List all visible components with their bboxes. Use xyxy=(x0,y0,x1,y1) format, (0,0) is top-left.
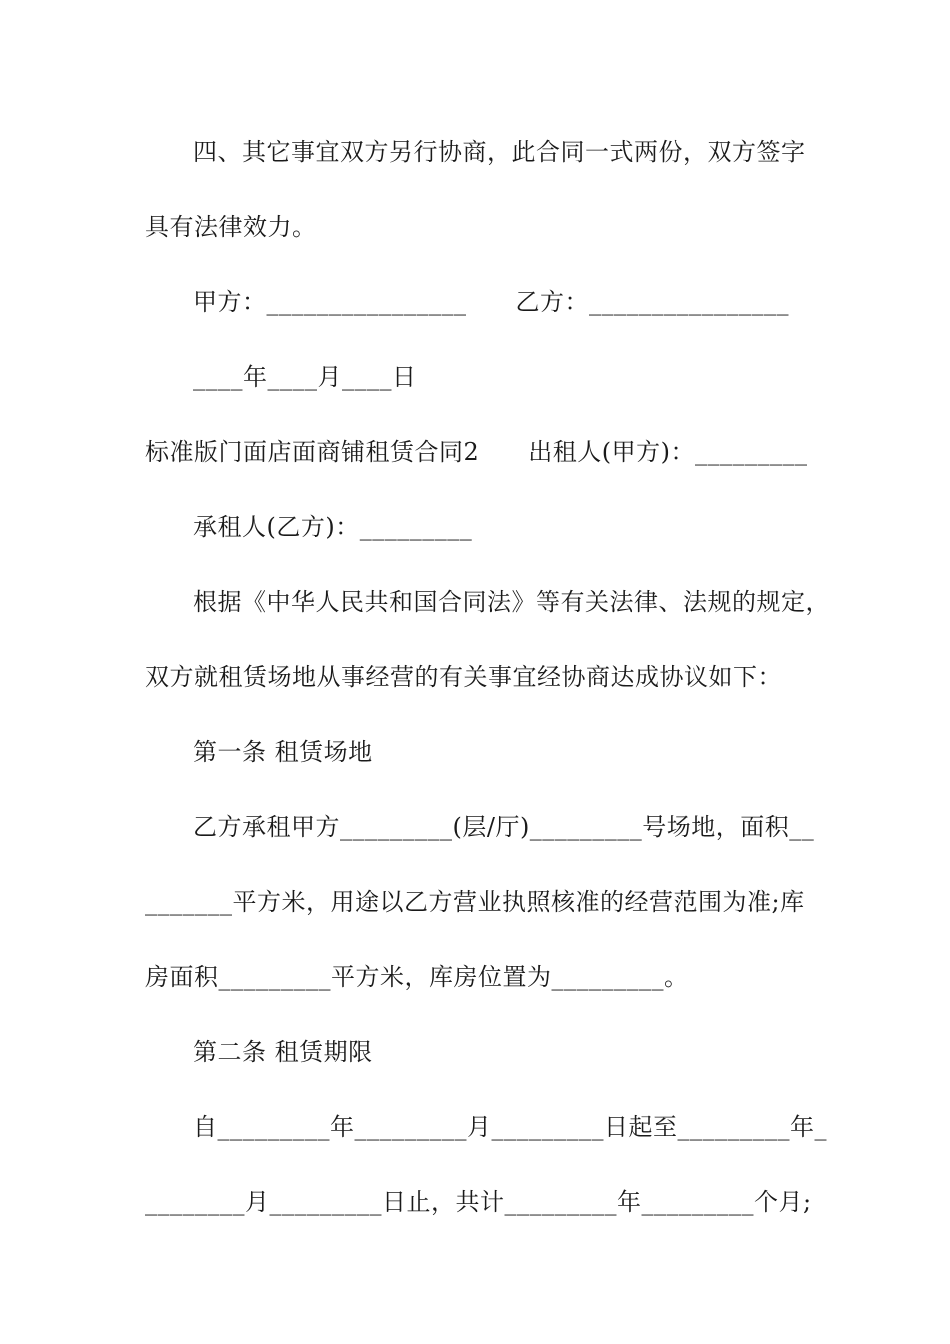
article-2-text: 自_________年_________月_________日起至_________年_ xyxy=(193,1113,827,1141)
article-2-text-cont: ________月_________日止，共计_________年_________个月; xyxy=(145,1188,812,1216)
article-1-text-cont-2: 房面积_________平方米，库房位置为_________。 xyxy=(145,963,689,991)
signature-line-parties: 甲方：________________ 乙方：________________ xyxy=(193,288,789,316)
paragraph-other-matters: 四、其它事宜双方另行协商，此合同一式两份，双方签字 xyxy=(193,138,806,166)
article-1-heading: 第一条 租赁场地 xyxy=(193,738,373,766)
paragraph-preamble-cont: 双方就租赁场地从事经营的有关事宜经协商达成协议如下： xyxy=(145,663,782,691)
article-1-text-cont: _______平方米，用途以乙方营业执照核准的经营范围为准;库 xyxy=(145,888,805,916)
paragraph-preamble: 根据《中华人民共和国合同法》等有关法律、法规的规定， xyxy=(193,588,830,616)
lessee-line: 承租人(乙方)：_________ xyxy=(193,513,473,541)
article-2-heading: 第二条 租赁期限 xyxy=(193,1038,373,1066)
contract-title-lessor: 标准版门面店面商铺租赁合同2 出租人(甲方)：_________ xyxy=(145,438,808,466)
signature-date-line: ____年____月____日 xyxy=(193,363,417,391)
paragraph-legal-effect: 具有法律效力。 xyxy=(145,213,317,241)
article-1-text: 乙方承租甲方_________(层/厅)_________号场地，面积__ xyxy=(193,813,815,841)
